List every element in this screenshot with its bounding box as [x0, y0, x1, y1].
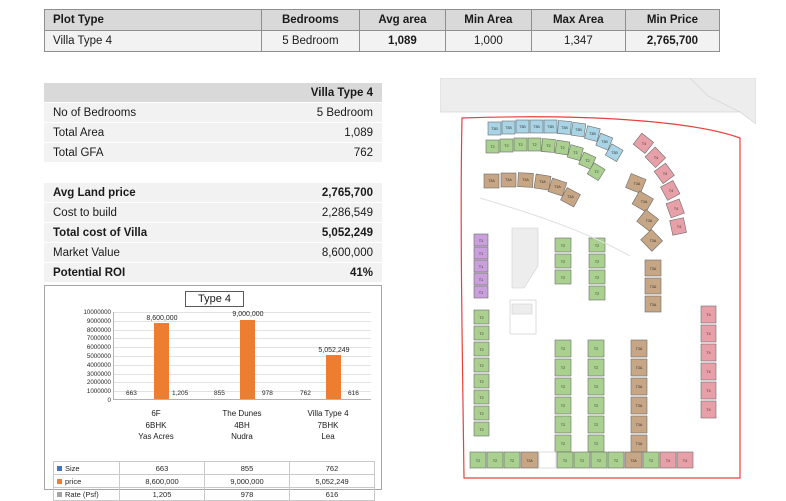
svg-text:T2: T2: [593, 385, 599, 389]
svg-text:T3A: T3A: [539, 180, 546, 184]
svg-text:T2: T2: [479, 396, 484, 400]
header-bedrooms: Bedrooms: [261, 10, 359, 31]
bar-value-label-2: 9,000,000: [232, 311, 264, 318]
svg-text:T3A: T3A: [635, 423, 643, 427]
svg-text:T2: T2: [594, 276, 600, 280]
legend-label: price: [65, 476, 82, 486]
svg-text:T3A: T3A: [640, 200, 648, 204]
y-tick: 6000000: [86, 344, 111, 352]
amenity-block: [512, 228, 538, 288]
chart-cell: 855: [205, 462, 290, 475]
cell-min-area: 1,000: [445, 31, 531, 52]
legend-rate: [54, 488, 120, 501]
svg-text:T4: T4: [665, 459, 671, 463]
svg-text:T2: T2: [560, 404, 566, 408]
svg-text:T3B: T3B: [589, 132, 596, 136]
svg-text:T2: T2: [479, 332, 484, 336]
category-line: Lea: [321, 432, 335, 441]
svg-text:T3B: T3B: [601, 140, 608, 144]
svg-text:T3B: T3B: [611, 151, 618, 155]
header-min-price: Min Price: [625, 10, 719, 31]
detail-row: [44, 143, 382, 163]
svg-text:T3A: T3A: [635, 366, 643, 370]
chart-table-row: [54, 475, 375, 488]
y-tick: 8000000: [86, 326, 111, 334]
svg-text:T4: T4: [662, 172, 668, 176]
svg-text:T2: T2: [560, 347, 566, 351]
chart-data-table: [53, 461, 375, 501]
svg-text:T4: T4: [668, 189, 674, 193]
svg-text:T4: T4: [653, 156, 659, 160]
cell-plot-type: Villa Type 4: [45, 31, 262, 52]
legend-swatch-icon: [57, 466, 62, 471]
detail-label: Avg Land price: [44, 183, 241, 203]
category-line: 7BHK: [317, 420, 339, 430]
detail-label: Market Value: [44, 243, 241, 263]
svg-text:T2: T2: [560, 260, 566, 264]
category-line: 6F: [151, 409, 161, 418]
svg-text:T2: T2: [562, 459, 568, 463]
bar-price-1: [154, 323, 169, 399]
detail-value: 2,765,700: [241, 183, 382, 203]
legend-size: [54, 462, 120, 475]
svg-text:T3A: T3A: [635, 385, 643, 389]
svg-text:T2: T2: [492, 459, 498, 463]
svg-text:T2: T2: [479, 380, 484, 384]
chart-cell: 8,600,000: [120, 475, 205, 488]
chart-plot-area: [53, 309, 375, 407]
site-plan-map: [440, 78, 756, 490]
svg-text:T1: T1: [478, 265, 484, 269]
svg-text:T1: T1: [478, 291, 484, 295]
table-row: [45, 31, 720, 52]
svg-text:T4: T4: [706, 332, 711, 336]
svg-text:T2: T2: [546, 144, 551, 148]
category-label-1: [113, 408, 199, 443]
svg-text:T2: T2: [479, 412, 484, 416]
detail-row: [44, 243, 382, 263]
category-line: The Dunes: [222, 409, 262, 418]
detail-row: [44, 103, 382, 123]
detail-value: 41%: [241, 263, 382, 283]
svg-text:T4: T4: [706, 313, 711, 317]
svg-text:T3A: T3A: [649, 303, 657, 307]
legend-swatch-icon: [57, 492, 62, 497]
detail-label: No of Bedrooms: [44, 103, 241, 123]
svg-text:T2: T2: [479, 428, 484, 432]
detail-row: [44, 183, 382, 203]
chart-cell: 978: [205, 488, 290, 501]
detail-value: 762: [241, 143, 382, 163]
svg-text:T4: T4: [676, 225, 682, 229]
plot-group-green-left: [474, 310, 489, 436]
y-tick: 0: [107, 397, 111, 404]
svg-text:T1: T1: [478, 239, 484, 243]
svg-text:T2: T2: [596, 459, 602, 463]
svg-text:T2: T2: [479, 316, 484, 320]
chart-cell: 762: [290, 462, 375, 475]
legend-swatch-icon: [57, 479, 62, 484]
chart-cell: 663: [120, 462, 205, 475]
svg-text:T3A: T3A: [649, 285, 657, 289]
svg-text:T2: T2: [504, 144, 509, 148]
detail-value: 1,089: [241, 123, 382, 143]
svg-text:T2: T2: [532, 143, 537, 147]
cell-bedrooms: 5 Bedroom: [261, 31, 359, 52]
bar-value-label-3: 5,052,249: [318, 347, 350, 354]
detail-value: 2,286,549: [241, 203, 382, 223]
chart-table-row: [54, 462, 375, 475]
detail-row: [44, 203, 382, 223]
detail-label: Cost to build: [44, 203, 241, 223]
svg-text:T3A: T3A: [649, 267, 657, 271]
size-label-2: 855: [214, 390, 225, 397]
size-label-1: 663: [126, 390, 137, 397]
svg-text:T2: T2: [594, 244, 600, 248]
rate-label-3: 616: [348, 390, 359, 397]
svg-text:T2: T2: [585, 159, 590, 163]
svg-text:T2: T2: [518, 143, 523, 147]
cell-max-area: 1,347: [531, 31, 625, 52]
svg-text:T3B: T3B: [575, 128, 582, 132]
svg-text:T2: T2: [594, 260, 600, 264]
chart-title: Type 4: [185, 291, 244, 307]
svg-text:T2: T2: [509, 459, 515, 463]
villa-detail-table: [44, 82, 382, 283]
detail-label: Total cost of Villa: [44, 223, 241, 243]
plot-group-green-bottom: [470, 452, 693, 468]
svg-text:T3A: T3A: [635, 442, 643, 446]
detail-value: 5 Bedroom: [241, 103, 382, 123]
detail-row: [44, 123, 382, 143]
bar-value-label-1: 8,600,000: [146, 315, 178, 322]
bar-price-3: [326, 355, 341, 400]
detail-spacer: [44, 163, 382, 183]
svg-text:T4: T4: [706, 351, 711, 355]
category-label-2: [199, 408, 285, 443]
chart-category-labels: [113, 408, 371, 460]
svg-text:T3B: T3B: [519, 125, 526, 129]
svg-text:T4: T4: [641, 142, 647, 146]
rate-label-1: 1,205: [172, 390, 189, 397]
svg-text:T3A: T3A: [505, 178, 512, 182]
svg-text:T4: T4: [682, 459, 688, 463]
svg-text:T3B: T3B: [533, 125, 540, 129]
svg-text:T4: T4: [706, 370, 711, 374]
plot-group-tan-arc: [484, 173, 580, 207]
svg-text:T2: T2: [479, 348, 484, 352]
svg-text:T3A: T3A: [633, 182, 641, 186]
rate-label-2: 978: [262, 390, 273, 397]
svg-text:T3B: T3B: [547, 125, 554, 129]
svg-text:T2: T2: [560, 442, 566, 446]
header-plot-type: Plot Type: [45, 10, 262, 31]
svg-text:T2: T2: [593, 423, 599, 427]
y-axis: [53, 309, 111, 407]
svg-text:T3B: T3B: [561, 126, 568, 130]
svg-text:T2: T2: [579, 459, 585, 463]
svg-text:T4: T4: [706, 408, 711, 412]
category-line: Villa Type 4: [307, 409, 349, 418]
svg-text:T3A: T3A: [522, 178, 529, 182]
svg-text:T3B: T3B: [505, 126, 512, 130]
table-header-row: [45, 10, 720, 31]
svg-text:T1: T1: [478, 252, 484, 256]
plot-summary-table: [44, 9, 720, 52]
svg-text:T3A: T3A: [567, 195, 574, 199]
detail-row: [44, 263, 382, 283]
detail-row: [44, 223, 382, 243]
svg-text:T2: T2: [560, 146, 565, 150]
chart-cell: 5,052,249: [290, 475, 375, 488]
chart-table-row: [54, 488, 375, 501]
plot-group-purple: [474, 234, 488, 298]
detail-value: 8,600,000: [241, 243, 382, 263]
y-tick: 7000000: [86, 335, 111, 343]
y-tick: 10000000: [83, 309, 111, 316]
plot-group-tan-mid: [626, 174, 663, 452]
legend-price: [54, 475, 120, 488]
y-tick: 9000000: [86, 317, 111, 325]
svg-text:T2: T2: [613, 459, 619, 463]
category-line: Yas Acres: [138, 432, 174, 441]
svg-text:T3A: T3A: [635, 404, 643, 408]
svg-text:T2: T2: [594, 292, 600, 296]
cell-avg-area: 1,089: [359, 31, 445, 52]
svg-text:T4: T4: [673, 207, 679, 211]
y-tick: 3000000: [86, 370, 111, 378]
amenity-detail: [512, 304, 532, 314]
svg-text:T3A: T3A: [488, 179, 495, 183]
svg-text:T3A: T3A: [645, 219, 653, 223]
svg-text:T2: T2: [560, 366, 566, 370]
site-plan-svg: [440, 78, 756, 490]
svg-text:T4: T4: [706, 389, 711, 393]
y-tick: 2000000: [86, 379, 111, 387]
y-tick: 4000000: [86, 361, 111, 369]
svg-text:T2: T2: [475, 459, 481, 463]
svg-text:T2: T2: [648, 459, 654, 463]
header-avg-area: Avg area: [359, 10, 445, 31]
category-line: 6BHK: [145, 420, 167, 430]
svg-text:T2: T2: [560, 276, 566, 280]
detail-header-row: [44, 83, 382, 103]
detail-label: Potential ROI: [44, 263, 241, 283]
size-label-3: 762: [300, 390, 311, 397]
svg-text:T2: T2: [560, 244, 566, 248]
plot-group-green-mid: [555, 238, 605, 452]
svg-text:T3B: T3B: [491, 127, 498, 131]
header-max-area: Max Area: [531, 10, 625, 31]
svg-text:T3A: T3A: [649, 239, 657, 243]
detail-label: Total GFA: [44, 143, 241, 163]
svg-text:T2: T2: [594, 170, 599, 174]
svg-text:T3A: T3A: [635, 347, 643, 351]
svg-text:T3A: T3A: [554, 185, 561, 189]
category-line: 4BH: [234, 420, 250, 430]
chart-cell: 9,000,000: [205, 475, 290, 488]
svg-text:T1: T1: [478, 278, 484, 282]
category-label-3: [285, 408, 371, 443]
legend-label: Rate (Psf): [65, 489, 99, 499]
detail-label: Total Area: [44, 123, 241, 143]
detail-header-label: Villa Type 4: [241, 83, 382, 103]
svg-text:T3A: T3A: [630, 459, 637, 463]
svg-text:T2: T2: [593, 347, 599, 351]
header-min-area: Min Area: [445, 10, 531, 31]
svg-text:T2: T2: [593, 442, 599, 446]
chart-gridlines: [113, 312, 371, 400]
legend-label: Size: [65, 463, 80, 473]
svg-text:T2: T2: [593, 404, 599, 408]
comparison-bar-chart: [44, 285, 382, 499]
y-tick: 5000000: [86, 353, 111, 360]
svg-text:T3A: T3A: [526, 459, 533, 463]
chart-cell: 616: [290, 488, 375, 501]
svg-text:T2: T2: [560, 423, 566, 427]
detail-header-blank: [44, 83, 241, 103]
detail-value: 5,052,249: [241, 223, 382, 243]
category-line: Nudra: [231, 432, 253, 441]
svg-text:T2: T2: [560, 385, 566, 389]
chart-cell: 1,205: [120, 488, 205, 501]
svg-text:T2: T2: [573, 151, 578, 155]
y-tick: 1000000: [86, 388, 111, 396]
svg-text:T2: T2: [479, 364, 484, 368]
svg-text:T2: T2: [490, 145, 495, 149]
cell-min-price: 2,765,700: [625, 31, 719, 52]
bar-price-2: [240, 320, 255, 399]
svg-text:T2: T2: [593, 366, 599, 370]
